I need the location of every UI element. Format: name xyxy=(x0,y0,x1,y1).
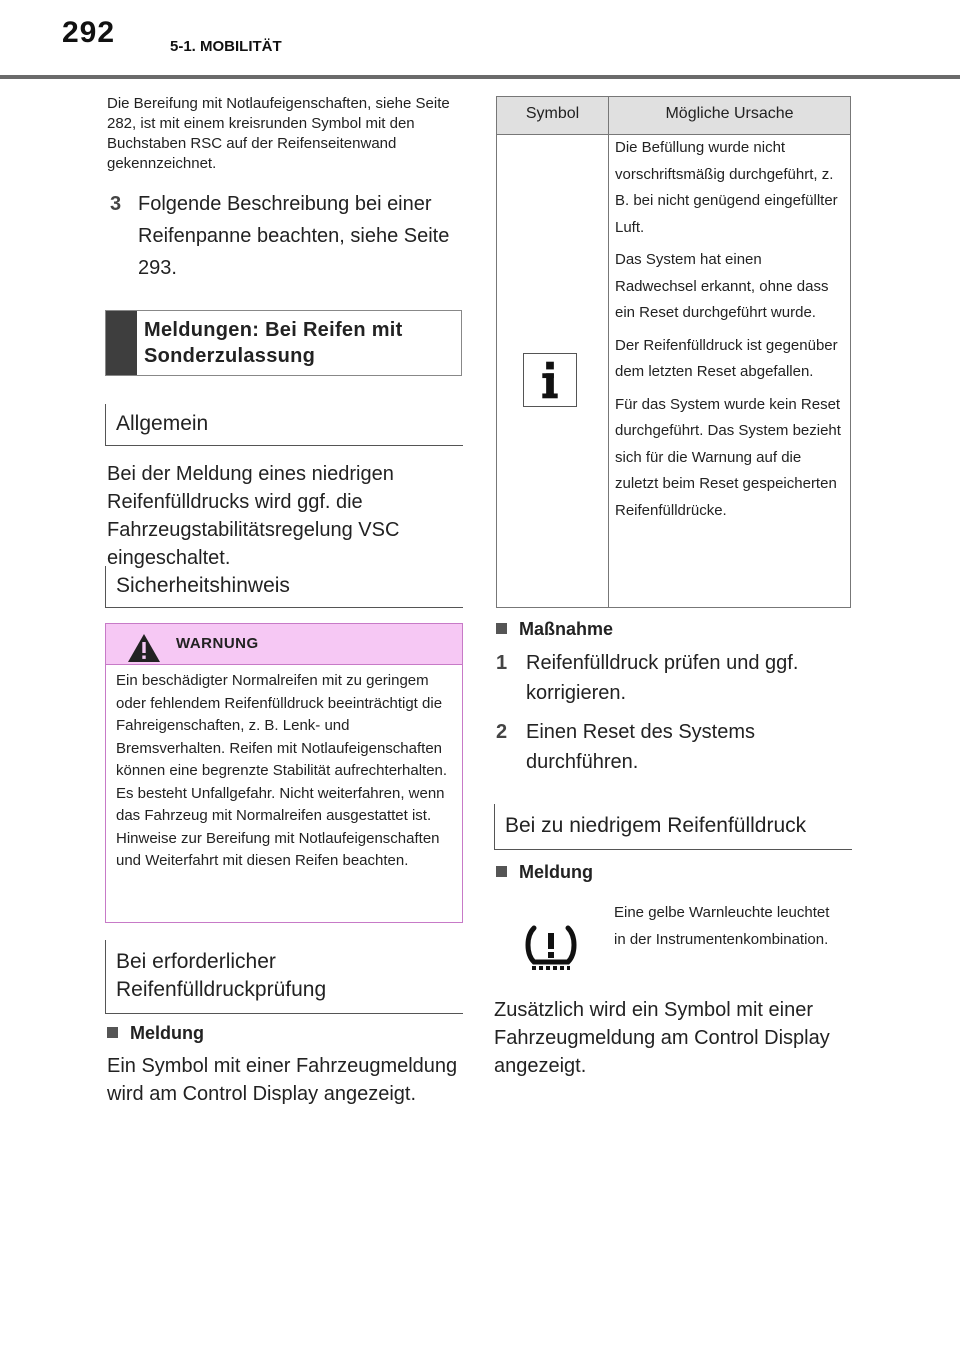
page-header xyxy=(0,0,960,76)
section-heading-title: Meldungen: Bei Reifen mit Sonderzulassung xyxy=(144,319,403,367)
step-2 xyxy=(496,717,852,773)
page-number: 292 xyxy=(62,16,116,49)
meldung-heading-label: Meldung xyxy=(130,1023,204,1043)
cause-item: Für das System wurde kein Reset durchgeführt. Das System bezieht sich für die Warnung auf die zuletzt beim Reset gespeicherten Reifenfülldrücke. xyxy=(615,395,841,519)
symbol-table xyxy=(496,96,851,608)
header-rule xyxy=(0,75,960,79)
section-heading-box xyxy=(105,310,462,376)
warning-title: WARNUNG xyxy=(176,635,259,652)
step-text: Folgende Beschreibung bei einer Reifenpanne beachten, siehe Seite 293. xyxy=(138,193,450,279)
subheading-allgemein: Allgemein xyxy=(105,404,463,446)
info-icon xyxy=(523,353,577,407)
step-3 xyxy=(110,188,460,279)
section-title: 5-1. MOBILITÄT xyxy=(170,38,282,55)
step-number: 3 xyxy=(110,193,122,215)
massnahme-heading xyxy=(496,619,613,640)
cause-list xyxy=(615,135,847,530)
subheading-niedriger-reifenfuelldruck: Bei zu niedrigem Reifenfülldruck xyxy=(494,804,852,850)
step-1 xyxy=(496,648,852,704)
step-number: 2 xyxy=(496,721,508,743)
cause-item: Das System hat einen Radwechsel erkannt, ohne dass ein Reset durchgeführt wurde. xyxy=(615,251,829,321)
column-header-symbol: Symbol xyxy=(497,97,609,134)
warning-box xyxy=(105,623,463,923)
meldung-heading xyxy=(107,1023,204,1044)
meldung-heading-label: Meldung xyxy=(519,862,593,882)
warnleuchte-text: Eine gelbe Warnleuchte leuchtet in der Instrumentenkombination. xyxy=(614,904,830,948)
column-header-ursache: Mögliche Ursache xyxy=(665,105,794,122)
step-text: Reifenfülldruck prüfen und ggf. korrigieren. xyxy=(526,652,799,704)
table-header xyxy=(497,97,850,135)
warning-header xyxy=(106,624,462,665)
cause-item: Der Reifenfülldruck ist gegenüber dem letzten Reset abgefallen. xyxy=(615,336,838,380)
subheading-reifenfuelldruckpruefung: Bei erforderlicher Reifenfülldruckprüfung xyxy=(105,940,463,1014)
square-bullet-icon xyxy=(496,866,507,877)
meldung-heading xyxy=(496,862,593,883)
cause-item: Die Befüllung wurde nicht vorschriftsmäßig durchgeführt, z. B. bei nicht genügend eingefüllter Luft. xyxy=(615,139,838,236)
step-text: Einen Reset des Systems durchführen. xyxy=(526,721,755,773)
tire-pressure-warning-icon xyxy=(522,924,580,974)
step-number: 1 xyxy=(496,652,508,674)
square-bullet-icon xyxy=(496,623,507,634)
subheading-sicherheit: Sicherheitshinweis xyxy=(105,566,463,608)
allgemein-paragraph: Bei der Meldung eines niedrigen Reifenfülldrucks wird ggf. die Fahrzeugstabilitätsregelung VSC eingeschaltet. xyxy=(107,463,400,569)
square-bullet-icon xyxy=(107,1027,118,1038)
massnahme-heading-label: Maßnahme xyxy=(519,619,614,639)
table-divider xyxy=(608,134,609,608)
warning-triangle-icon xyxy=(126,632,162,664)
meldung-paragraph: Ein Symbol mit einer Fahrzeugmeldung wird am Control Display angezeigt. xyxy=(107,1055,458,1105)
intro-paragraph: Die Bereifung mit Notlaufeigenschaften, siehe Seite 282, ist mit einem kreisrunden Symbol mit den Buchstaben RSC auf der Reifenseitenwand gekennzeichnet. xyxy=(107,95,450,172)
heading-bar xyxy=(106,311,137,375)
warning-text: Ein beschädigter Normalreifen mit zu geringem oder fehlendem Reifenfülldruck beeinträchtigt die Fahreigenschaften, z. B. Lenk- und Bremsverhalten. Reifen mit Notlaufeigenschaften können eine begrenzte Stabilität aufrechterhalten. Es besteht Unfallgefahr. Nicht weiterfahren, wenn das Fahrzeug mit Normalreifen ausgestattet ist. Hinweise zur Bereifung mit Notlaufeigenschaften und Weiterfahrt mit diesen Reifen beachten. xyxy=(116,672,448,869)
zusatz-paragraph: Zusätzlich wird ein Symbol mit einer Fahrzeugmeldung am Control Display angezeigt. xyxy=(494,999,830,1077)
